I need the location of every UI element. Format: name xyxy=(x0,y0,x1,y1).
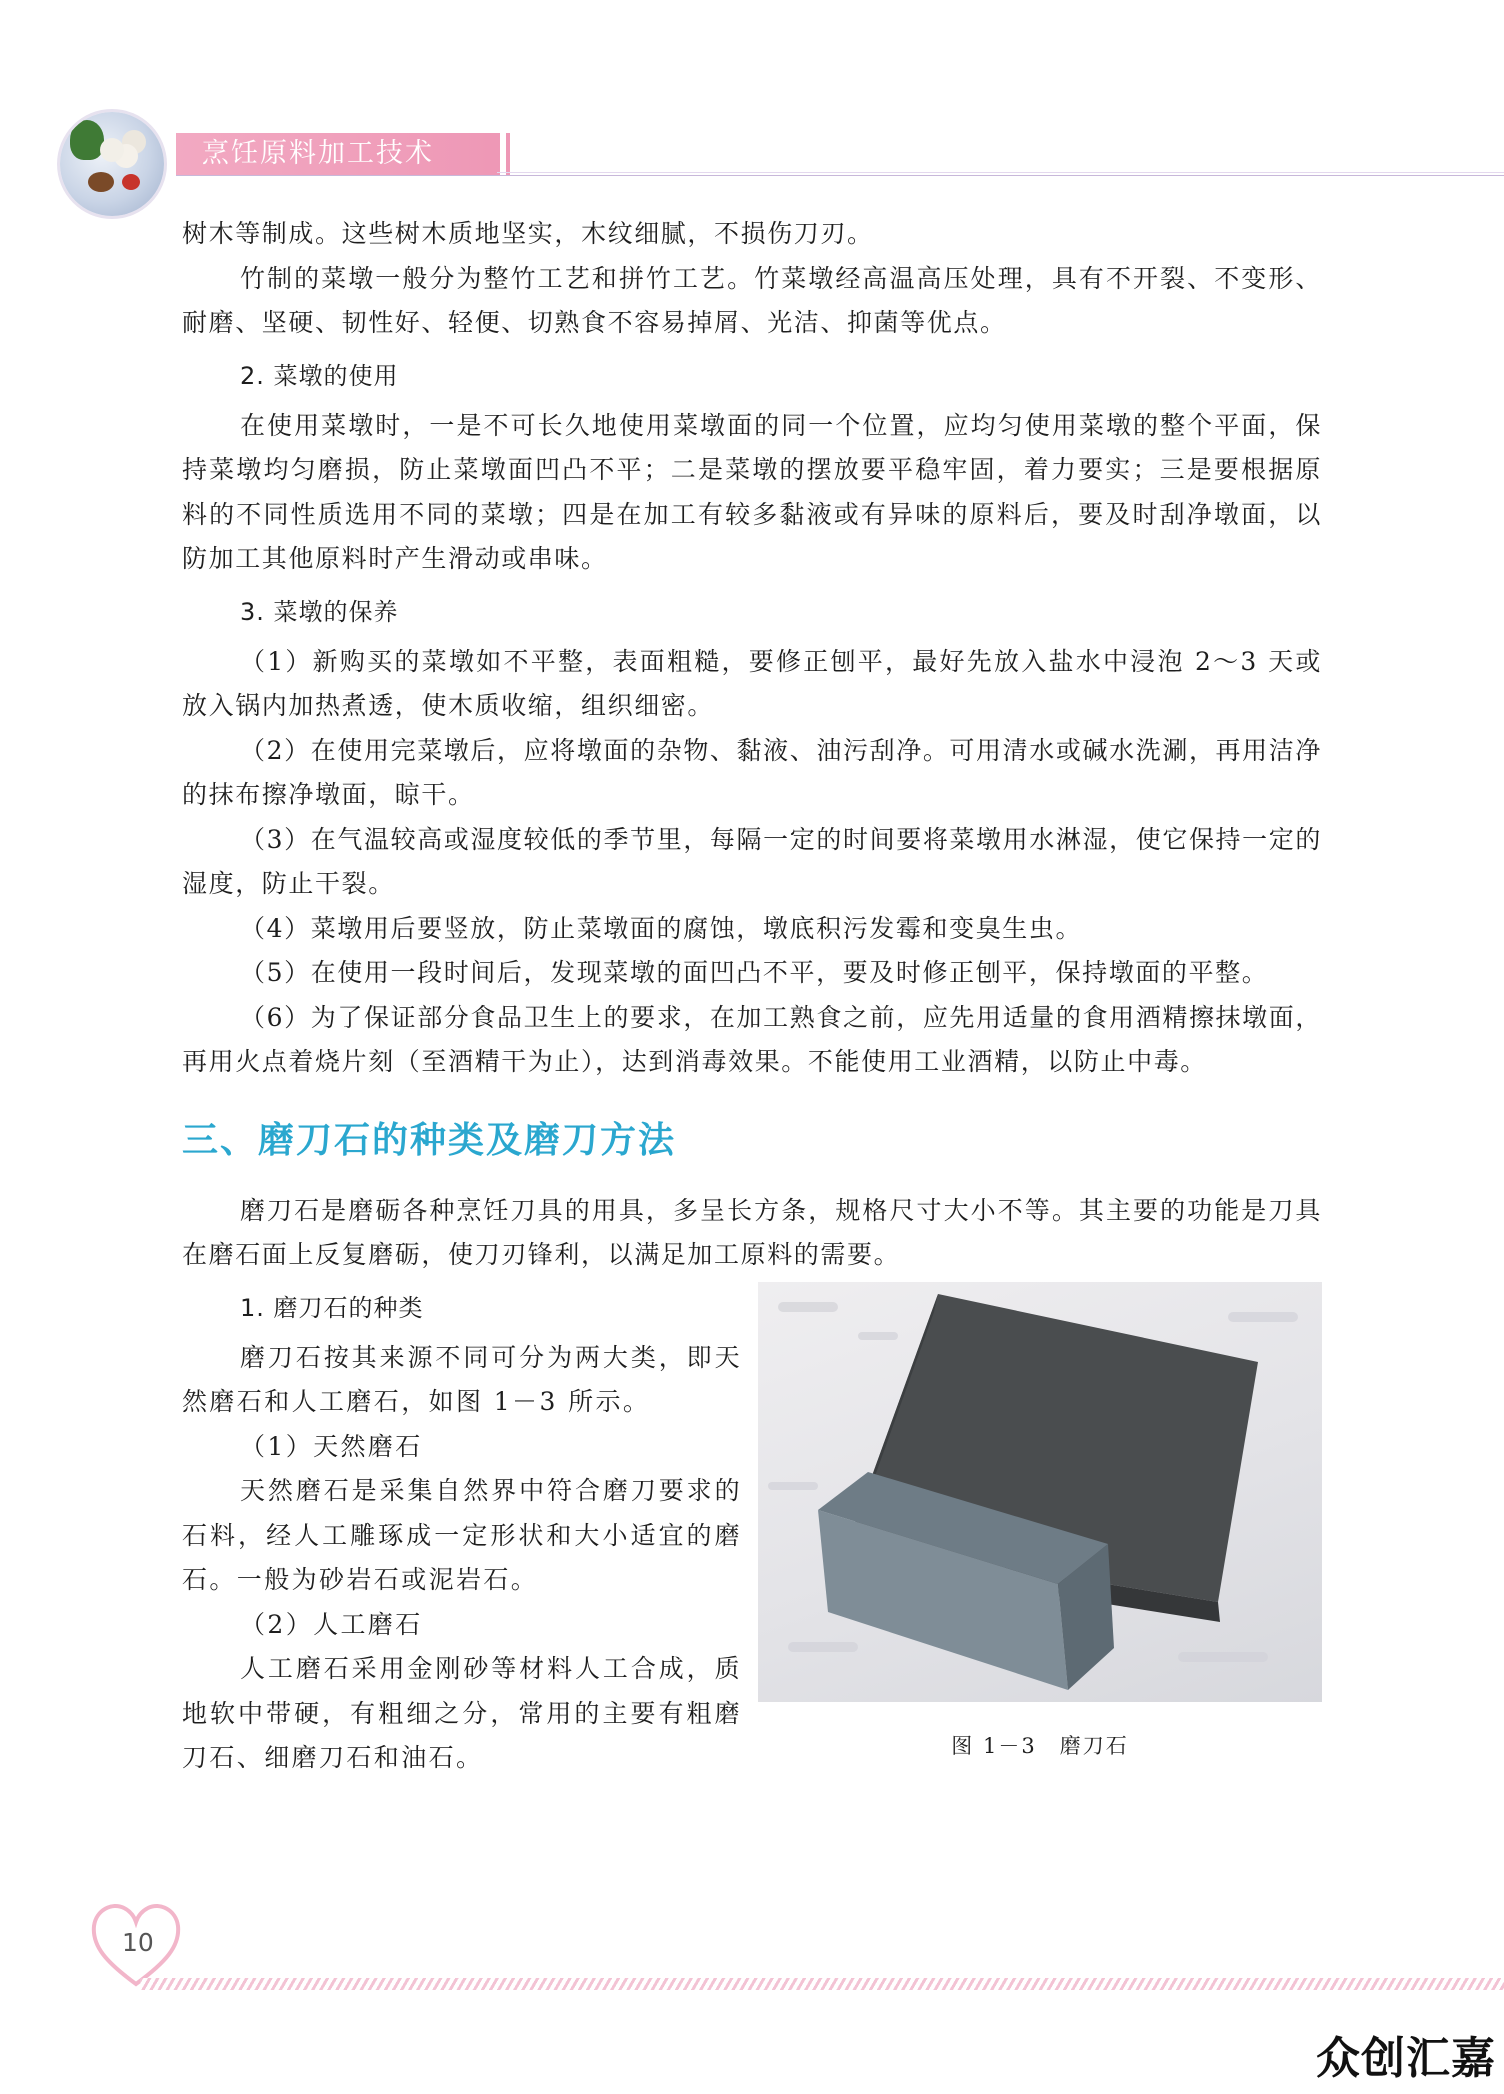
page-content xyxy=(182,212,1322,1781)
paragraph-continued: 树木等制成。这些树木质地坚实，木纹细腻，不损伤刀刃。 xyxy=(182,219,874,248)
care-item-1: （1）新购买的菜墩如不平整，表面粗糙，要修正刨平，最好先放入盐水中浸泡 2～3 天或放入锅内加热煮透，使木质收缩，组织细密。 xyxy=(182,646,1322,720)
heading-board-usage: 2. 菜墩的使用 xyxy=(240,361,399,390)
whetstone-text-column xyxy=(182,1278,742,1781)
care-item-6: （6）为了保证部分食品卫生上的要求，在加工熟食之前，应先用适量的食用酒精擦抹墩面，再用火点着烧片刻（至酒精干为止），达到消毒效果。不能使用工业酒精，以防止中毒。 xyxy=(182,1002,1322,1076)
figure-caption: 图 1－3 磨刀石 xyxy=(951,1733,1129,1758)
paragraph-bamboo-board: 竹制的菜墩一般分为整竹工艺和拼竹工艺。竹菜墩经高温高压处理，具有不开裂、不变形、耐磨、坚硬、韧性好、轻便、切熟食不容易掉屑、光洁、抑菌等优点。 xyxy=(182,263,1322,337)
heading-board-care: 3. 菜墩的保养 xyxy=(240,597,399,626)
footer-decoration-stripe xyxy=(140,1978,1504,1990)
care-item-5: （5）在使用一段时间后，发现菜墩的面凹凸不平，要及时修正刨平，保持墩面的平整。 xyxy=(240,958,1269,987)
care-item-2: （2）在使用完菜墩后，应将墩面的杂物、黏液、油污刮净。可用清水或碱水洗涮，再用洁净的抹布擦净墩面，晾干。 xyxy=(182,735,1322,809)
whetstone-photo xyxy=(758,1282,1322,1702)
page-number: 10 xyxy=(122,1928,154,1957)
header-rule xyxy=(176,175,1504,176)
care-item-4: （4）菜墩用后要竖放，防止菜墩面的腐蚀，墩底积污发霉和变臭生虫。 xyxy=(240,913,1083,943)
header-rule-secondary xyxy=(497,172,1504,173)
figure-1-3 xyxy=(758,1278,1322,1781)
header-logo-vegetables xyxy=(60,112,164,216)
section-title-whetstone: 三、磨刀石的种类及磨刀方法 xyxy=(182,1119,677,1161)
subheading-artificial-stone: （2）人工磨石 xyxy=(240,1609,423,1639)
watermark: 众创汇嘉 xyxy=(1316,2033,1496,2084)
paragraph-whetstone-intro: 磨刀石是磨砺各种烹饪刀具的用具，多呈长方条，规格尺寸大小不等。其主要的功能是刀具在磨石面上反复磨砺，使刀刃锋利，以满足加工原料的需要。 xyxy=(182,1195,1322,1269)
whetstone-two-column xyxy=(182,1278,1322,1781)
care-item-3: （3）在气温较高或湿度较低的季节里，每隔一定的时间要将菜墩用水淋湿，使它保持一定的湿度，防止干裂。 xyxy=(182,824,1322,898)
book-title: 烹饪原料加工技术 xyxy=(176,133,496,175)
paragraph-natural-stone: 天然磨石是采集自然界中符合磨刀要求的石料，经人工雕琢成一定形状和大小适宜的磨石。一般为砂岩石或泥岩石。 xyxy=(182,1476,742,1594)
paragraph-board-usage: 在使用菜墩时，一是不可长久地使用菜墩面的同一个位置，应均匀使用菜墩的整个平面，保持菜墩均匀磨损，防止菜墩面凹凸不平；二是菜墩的摆放要平稳牢固，着力要实；三是要根据原料的不同性质选用不同的菜墩；四是在加工有较多黏液或有异味的原料后，要及时刮净墩面，以防加工其他原料时产生滑动或串味。 xyxy=(182,410,1322,573)
paragraph-artificial-stone: 人工磨石采用金刚砂等材料人工合成，质地软中带硬，有粗细之分，常用的主要有粗磨刀石、细磨刀石和油石。 xyxy=(182,1654,742,1772)
paragraph-whetstone-types: 磨刀石按其来源不同可分为两大类，即天然磨石和人工磨石，如图 1－3 所示。 xyxy=(182,1342,742,1416)
subheading-natural-stone: （1）天然磨石 xyxy=(240,1431,423,1461)
heading-whetstone-types: 1. 磨刀石的种类 xyxy=(240,1293,424,1322)
